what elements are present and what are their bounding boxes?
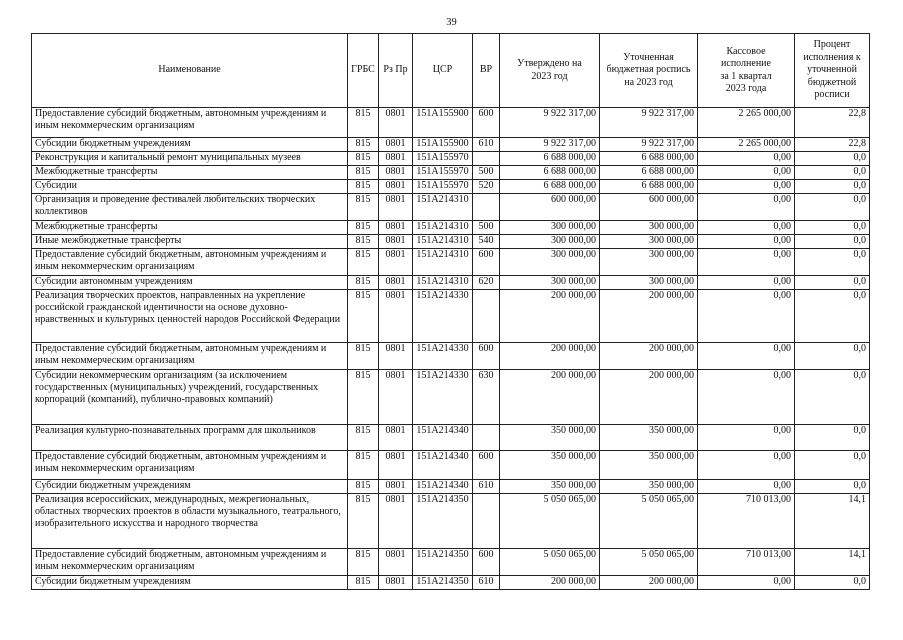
table-cell-cash: 0,00 bbox=[698, 194, 795, 221]
table-cell-csr: 151А214340 bbox=[413, 451, 473, 480]
table-cell-rzpr: 0801 bbox=[379, 180, 413, 194]
header-percent: Процент исполнения к уточненной бюджетной росписи bbox=[795, 34, 870, 108]
table-cell-refined: 200 000,00 bbox=[600, 370, 698, 425]
table-row bbox=[32, 494, 870, 549]
table-cell-rzpr: 0801 bbox=[379, 249, 413, 276]
table-cell-vr: 600 bbox=[473, 549, 500, 576]
table-cell-percent: 0,0 bbox=[795, 290, 870, 343]
table-row bbox=[32, 221, 870, 235]
table-cell-approved: 200 000,00 bbox=[500, 370, 600, 425]
table-cell-approved: 300 000,00 bbox=[500, 235, 600, 249]
header-approved: Утверждено на 2023 год bbox=[500, 34, 600, 108]
table-cell-vr: 610 bbox=[473, 576, 500, 590]
table-cell-approved: 6 688 000,00 bbox=[500, 152, 600, 166]
table-cell-approved: 6 688 000,00 bbox=[500, 166, 600, 180]
header-csr: ЦСР bbox=[413, 34, 473, 108]
table-cell-cash: 710 013,00 bbox=[698, 494, 795, 549]
table-cell-vr bbox=[473, 152, 500, 166]
table-cell-grbs: 815 bbox=[348, 451, 379, 480]
table-cell-grbs: 815 bbox=[348, 370, 379, 425]
table-cell-vr: 500 bbox=[473, 221, 500, 235]
table-cell-csr: 151А214340 bbox=[413, 425, 473, 451]
table-cell-rzpr: 0801 bbox=[379, 576, 413, 590]
table-cell-cash: 0,00 bbox=[698, 221, 795, 235]
table-cell-vr: 620 bbox=[473, 276, 500, 290]
table-cell-refined: 350 000,00 bbox=[600, 451, 698, 480]
table-cell-vr: 600 bbox=[473, 108, 500, 138]
table-cell-name: Субсидии некоммерческим организациям (за исключением государственных (муниципальных) учреждений, государственных корпораций (компаний), публично-правовых компаний) bbox=[32, 370, 348, 425]
table-row bbox=[32, 180, 870, 194]
table-cell-refined: 9 922 317,00 bbox=[600, 108, 698, 138]
table-cell-grbs: 815 bbox=[348, 194, 379, 221]
table-cell-name: Организация и проведение фестивалей любительских творческих коллективов bbox=[32, 194, 348, 221]
table-cell-approved: 300 000,00 bbox=[500, 249, 600, 276]
table-cell-name: Предоставление субсидий бюджетным, автономным учреждениям и иным некоммерческим организациям bbox=[32, 249, 348, 276]
table-cell-percent: 14,1 bbox=[795, 549, 870, 576]
table-cell-refined: 200 000,00 bbox=[600, 343, 698, 370]
table-cell-grbs: 815 bbox=[348, 138, 379, 152]
table-cell-approved: 300 000,00 bbox=[500, 221, 600, 235]
table-row bbox=[32, 549, 870, 576]
table-row bbox=[32, 343, 870, 370]
table-cell-name: Субсидии бюджетным учреждениям bbox=[32, 576, 348, 590]
table-cell-percent: 0,0 bbox=[795, 480, 870, 494]
table-cell-percent: 0,0 bbox=[795, 343, 870, 370]
table-cell-vr: 540 bbox=[473, 235, 500, 249]
table-row bbox=[32, 276, 870, 290]
table-cell-approved: 6 688 000,00 bbox=[500, 180, 600, 194]
table-cell-percent: 0,0 bbox=[795, 576, 870, 590]
table-cell-approved: 350 000,00 bbox=[500, 425, 600, 451]
table-cell-csr: 151А214330 bbox=[413, 343, 473, 370]
table-cell-refined: 6 688 000,00 bbox=[600, 180, 698, 194]
table-cell-csr: 151А214330 bbox=[413, 370, 473, 425]
table-cell-csr: 151А155970 bbox=[413, 152, 473, 166]
table-cell-grbs: 815 bbox=[348, 235, 379, 249]
table-row bbox=[32, 576, 870, 590]
table-cell-percent: 0,0 bbox=[795, 235, 870, 249]
table-row bbox=[32, 235, 870, 249]
table-cell-vr: 610 bbox=[473, 480, 500, 494]
table-row bbox=[32, 194, 870, 221]
table-cell-approved: 5 050 065,00 bbox=[500, 494, 600, 549]
table-cell-rzpr: 0801 bbox=[379, 370, 413, 425]
table-cell-cash: 0,00 bbox=[698, 576, 795, 590]
table-cell-cash: 0,00 bbox=[698, 343, 795, 370]
table-cell-rzpr: 0801 bbox=[379, 480, 413, 494]
table-cell-refined: 350 000,00 bbox=[600, 480, 698, 494]
table-cell-rzpr: 0801 bbox=[379, 276, 413, 290]
table-cell-cash: 0,00 bbox=[698, 290, 795, 343]
table-cell-rzpr: 0801 bbox=[379, 290, 413, 343]
table-cell-vr bbox=[473, 425, 500, 451]
table-cell-cash: 2 265 000,00 bbox=[698, 108, 795, 138]
table-cell-csr: 151А214340 bbox=[413, 480, 473, 494]
table-cell-grbs: 815 bbox=[348, 480, 379, 494]
table-cell-refined: 5 050 065,00 bbox=[600, 494, 698, 549]
table-cell-cash: 0,00 bbox=[698, 249, 795, 276]
table-cell-grbs: 815 bbox=[348, 108, 379, 138]
table-row bbox=[32, 425, 870, 451]
table-cell-grbs: 815 bbox=[348, 152, 379, 166]
table-cell-grbs: 815 bbox=[348, 425, 379, 451]
table-cell-csr: 151А214330 bbox=[413, 290, 473, 343]
table-cell-percent: 0,0 bbox=[795, 249, 870, 276]
table-cell-approved: 300 000,00 bbox=[500, 276, 600, 290]
table-row bbox=[32, 138, 870, 152]
table-cell-refined: 6 688 000,00 bbox=[600, 166, 698, 180]
table-cell-name: Межбюджетные трансферты bbox=[32, 166, 348, 180]
table-cell-percent: 0,0 bbox=[795, 451, 870, 480]
table-cell-percent: 0,0 bbox=[795, 166, 870, 180]
table-row bbox=[32, 480, 870, 494]
table-cell-approved: 9 922 317,00 bbox=[500, 138, 600, 152]
table-cell-approved: 5 050 065,00 bbox=[500, 549, 600, 576]
table-cell-csr: 151А155970 bbox=[413, 180, 473, 194]
table-cell-refined: 9 922 317,00 bbox=[600, 138, 698, 152]
table-cell-grbs: 815 bbox=[348, 290, 379, 343]
header-grbs: ГРБС bbox=[348, 34, 379, 108]
table-cell-vr: 630 bbox=[473, 370, 500, 425]
table-cell-refined: 300 000,00 bbox=[600, 249, 698, 276]
header-name: Наименование bbox=[32, 34, 348, 108]
table-cell-cash: 0,00 bbox=[698, 425, 795, 451]
table-cell-rzpr: 0801 bbox=[379, 494, 413, 549]
table-cell-refined: 6 688 000,00 bbox=[600, 152, 698, 166]
table-cell-cash: 0,00 bbox=[698, 480, 795, 494]
table-cell-csr: 151А214310 bbox=[413, 249, 473, 276]
table-cell-grbs: 815 bbox=[348, 180, 379, 194]
table-cell-vr bbox=[473, 494, 500, 549]
table-cell-vr: 600 bbox=[473, 451, 500, 480]
table-cell-refined: 200 000,00 bbox=[600, 290, 698, 343]
table-cell-csr: 151А214350 bbox=[413, 576, 473, 590]
table-row bbox=[32, 370, 870, 425]
table-cell-name: Субсидии автономным учреждениям bbox=[32, 276, 348, 290]
table-row bbox=[32, 249, 870, 276]
table-cell-grbs: 815 bbox=[348, 343, 379, 370]
table-cell-grbs: 815 bbox=[348, 276, 379, 290]
table-cell-vr bbox=[473, 194, 500, 221]
table-cell-approved: 9 922 317,00 bbox=[500, 108, 600, 138]
header-cash: Кассовое исполнение за 1 квартал 2023 года bbox=[698, 34, 795, 108]
table-cell-name: Реализация творческих проектов, направленных на укрепление российской гражданской идентичности на основе духовно-нравственных и культурных ценностей народов Российской Федерации bbox=[32, 290, 348, 343]
table-cell-cash: 710 013,00 bbox=[698, 549, 795, 576]
table-row bbox=[32, 166, 870, 180]
table-cell-rzpr: 0801 bbox=[379, 235, 413, 249]
table-cell-percent: 0,0 bbox=[795, 370, 870, 425]
table-cell-csr: 151А214310 bbox=[413, 221, 473, 235]
table-cell-refined: 350 000,00 bbox=[600, 425, 698, 451]
table-cell-refined: 600 000,00 bbox=[600, 194, 698, 221]
table-cell-vr: 520 bbox=[473, 180, 500, 194]
table-cell-percent: 0,0 bbox=[795, 152, 870, 166]
header-rzpr: Рз Пр bbox=[379, 34, 413, 108]
header-refined: Уточненная бюджетная роспись на 2023 год bbox=[600, 34, 698, 108]
table-cell-grbs: 815 bbox=[348, 166, 379, 180]
table-cell-rzpr: 0801 bbox=[379, 451, 413, 480]
table-cell-rzpr: 0801 bbox=[379, 549, 413, 576]
table-cell-refined: 200 000,00 bbox=[600, 576, 698, 590]
table-cell-csr: 151А214310 bbox=[413, 194, 473, 221]
table-cell-approved: 200 000,00 bbox=[500, 290, 600, 343]
table-cell-vr bbox=[473, 290, 500, 343]
table-cell-percent: 0,0 bbox=[795, 221, 870, 235]
table-cell-name: Предоставление субсидий бюджетным, автономным учреждениям и иным некоммерческим организациям bbox=[32, 343, 348, 370]
table-row bbox=[32, 152, 870, 166]
table-cell-cash: 0,00 bbox=[698, 152, 795, 166]
table-cell-name: Субсидии бюджетным учреждениям bbox=[32, 480, 348, 494]
table-cell-grbs: 815 bbox=[348, 576, 379, 590]
header-vr: ВР bbox=[473, 34, 500, 108]
page-number: 39 bbox=[446, 17, 457, 28]
table-cell-name: Реализация всероссийских, международных, межрегиональных, областных творческих проектов в области музыкального, театрального, изобразительного искусства и народного творчества bbox=[32, 494, 348, 549]
table-cell-percent: 22,8 bbox=[795, 108, 870, 138]
table-cell-rzpr: 0801 bbox=[379, 194, 413, 221]
table-cell-percent: 0,0 bbox=[795, 425, 870, 451]
table-cell-percent: 0,0 bbox=[795, 180, 870, 194]
table-cell-approved: 350 000,00 bbox=[500, 480, 600, 494]
table-cell-csr: 151А214350 bbox=[413, 549, 473, 576]
table-cell-rzpr: 0801 bbox=[379, 425, 413, 451]
table-cell-refined: 300 000,00 bbox=[600, 276, 698, 290]
table-cell-rzpr: 0801 bbox=[379, 343, 413, 370]
table-cell-cash: 0,00 bbox=[698, 235, 795, 249]
table-cell-approved: 200 000,00 bbox=[500, 576, 600, 590]
table-cell-percent: 14,1 bbox=[795, 494, 870, 549]
table-cell-rzpr: 0801 bbox=[379, 221, 413, 235]
table-cell-name: Субсидии bbox=[32, 180, 348, 194]
table-cell-csr: 151А214350 bbox=[413, 494, 473, 549]
table-cell-name: Межбюджетные трансферты bbox=[32, 221, 348, 235]
table-cell-grbs: 815 bbox=[348, 221, 379, 235]
table-cell-rzpr: 0801 bbox=[379, 166, 413, 180]
table-cell-rzpr: 0801 bbox=[379, 152, 413, 166]
table-cell-csr: 151А214310 bbox=[413, 235, 473, 249]
table-cell-approved: 600 000,00 bbox=[500, 194, 600, 221]
header-row bbox=[32, 34, 870, 108]
table-cell-approved: 200 000,00 bbox=[500, 343, 600, 370]
table-cell-name: Предоставление субсидий бюджетным, автономным учреждениям и иным некоммерческим организациям bbox=[32, 549, 348, 576]
table-cell-cash: 2 265 000,00 bbox=[698, 138, 795, 152]
table-cell-vr: 610 bbox=[473, 138, 500, 152]
table-cell-name: Реконструкция и капитальный ремонт муниципальных музеев bbox=[32, 152, 348, 166]
budget-table bbox=[31, 33, 870, 590]
table-cell-vr: 600 bbox=[473, 343, 500, 370]
table-row bbox=[32, 290, 870, 343]
table-cell-cash: 0,00 bbox=[698, 370, 795, 425]
table-cell-csr: 151А155970 bbox=[413, 166, 473, 180]
table-cell-grbs: 815 bbox=[348, 494, 379, 549]
table-cell-csr: 151А214310 bbox=[413, 276, 473, 290]
table-cell-name: Субсидии бюджетным учреждениям bbox=[32, 138, 348, 152]
table-cell-refined: 5 050 065,00 bbox=[600, 549, 698, 576]
table-cell-name: Реализация культурно-познавательных программ для школьников bbox=[32, 425, 348, 451]
table-cell-vr: 600 bbox=[473, 249, 500, 276]
table-cell-percent: 0,0 bbox=[795, 194, 870, 221]
table-cell-name: Иные межбюджетные трансферты bbox=[32, 235, 348, 249]
table-cell-percent: 0,0 bbox=[795, 276, 870, 290]
table-cell-approved: 350 000,00 bbox=[500, 451, 600, 480]
table-cell-grbs: 815 bbox=[348, 549, 379, 576]
table-cell-cash: 0,00 bbox=[698, 276, 795, 290]
table-cell-refined: 300 000,00 bbox=[600, 235, 698, 249]
table-cell-rzpr: 0801 bbox=[379, 138, 413, 152]
table-cell-csr: 151А155900 bbox=[413, 138, 473, 152]
table-cell-grbs: 815 bbox=[348, 249, 379, 276]
table-cell-refined: 300 000,00 bbox=[600, 221, 698, 235]
table-row bbox=[32, 451, 870, 480]
table-row bbox=[32, 108, 870, 138]
table-cell-rzpr: 0801 bbox=[379, 108, 413, 138]
table-cell-cash: 0,00 bbox=[698, 166, 795, 180]
table-cell-name: Предоставление субсидий бюджетным, автономным учреждениям и иным некоммерческим организациям bbox=[32, 108, 348, 138]
table-cell-cash: 0,00 bbox=[698, 451, 795, 480]
table-cell-name: Предоставление субсидий бюджетным, автономным учреждениям и иным некоммерческим организациям bbox=[32, 451, 348, 480]
table-cell-percent: 22,8 bbox=[795, 138, 870, 152]
table-cell-csr: 151А155900 bbox=[413, 108, 473, 138]
table-cell-cash: 0,00 bbox=[698, 180, 795, 194]
table-cell-vr: 500 bbox=[473, 166, 500, 180]
